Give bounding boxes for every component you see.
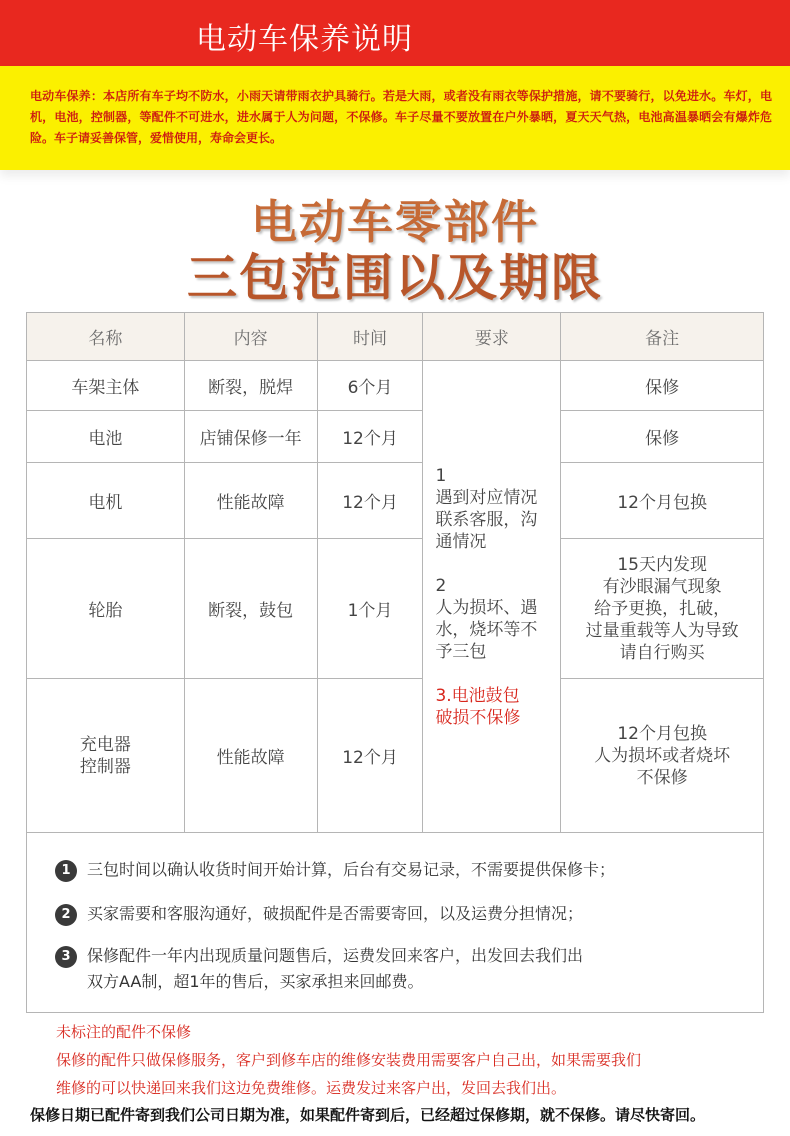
requirement-part-2: 2 人为损坏、遇 水，烧坏等不 予三包 [435,575,538,662]
maintenance-body: 本店所有车子均不防水，小雨天请带雨衣护具骑行。若是大雨，或者没有雨衣等保护措施，请不要骑行，以免进水。车灯，电机，电池，控制器，等配件不可进水，进水属于人为问题，不保修。车子尽量不要放置在户外暴晒，夏天天气热，电池高温暴晒会有爆炸危险。车子请妥善保管，爱惜使用，寿命会更长。 [30,89,772,145]
row-time: 12个月 [317,411,423,463]
red-notice-line-2: 保修的配件只做保修服务，客户到修车店的维修安装费用需要客户自己出，如果需要我们 [56,1051,642,1069]
heading-line-1: 电动车零部件 [251,195,539,249]
row-name: 电池 [27,411,185,463]
row-time: 1个月 [317,539,423,679]
row-name: 电机 [27,463,185,539]
header-requirement: 要求 [423,313,561,361]
maintenance-label: 电动车保养： [30,89,103,103]
row-note: 15天内发现 有沙眼漏气现象 给予更换，扎破， 过量重载等人为导致 请自行购买 [561,539,764,679]
term-item [55,857,735,883]
row-note: 保修 [561,411,764,463]
terms-box [26,833,764,1013]
table-row [27,539,764,679]
header-time: 时间 [317,313,423,361]
requirement-part-1: 1 遇到对应情况 联系客服，沟 通情况 [435,465,538,552]
row-time: 12个月 [317,463,423,539]
maintenance-notice [0,66,790,170]
maintenance-text [30,86,772,149]
row-time: 12个月 [317,679,423,833]
number-badge-icon: 3 [55,946,77,968]
red-notices [56,1018,776,1102]
banner-title: 电动车保养说明 [196,22,413,57]
row-content: 性能故障 [184,463,317,539]
row-time: 6个月 [317,361,423,411]
table-row [27,679,764,833]
footer-notice: 保修日期已配件寄到我们公司日期为准，如果配件寄到后，已经超过保修期，就不保修。请尽快寄回。 [30,1106,706,1124]
term-text: 买家需要和客服沟通好，破损配件是否需要寄回，以及运费分担情况； [87,904,584,923]
row-content: 断裂，脱焊 [184,361,317,411]
red-notice-line-3: 维修的可以快递回来我们这边免费维修。运费发过来客户出，发回去我们出。 [56,1079,567,1097]
term-text: 三包时间以确认收货时间开始计算，后台有交易记录，不需要提供保修卡； [87,860,616,879]
row-content: 断裂，鼓包 [184,539,317,679]
table-row [27,411,764,463]
row-name: 车架主体 [27,361,185,411]
term-item [55,943,735,995]
row-content: 性能故障 [184,679,317,833]
row-content: 店铺保修一年 [184,411,317,463]
row-note: 12个月包换 [561,463,764,539]
table-row [27,361,764,411]
number-badge-icon: 1 [55,860,77,882]
number-badge-icon: 2 [55,904,77,926]
table-header-row [27,313,764,361]
title-banner [0,0,790,66]
row-name: 轮胎 [27,539,185,679]
term-text: 保修配件一年内出现质量问题售后，运费发回来客户，出发回去我们出 双方AA制，超1年的售后，买家承担来回邮费。 [87,946,584,991]
header-content: 内容 [184,313,317,361]
table-row [27,463,764,539]
term-item [55,901,735,927]
header-name: 名称 [27,313,185,361]
row-note: 12个月包换 人为损坏或者烧坏 不保修 [561,679,764,833]
heading-line-2: 三包范围以及期限 [187,249,603,307]
warranty-table [26,312,764,833]
row-name: 充电器 控制器 [27,679,185,833]
requirement-part-3: 3.电池鼓包 破损不保修 [435,685,521,728]
red-notice-line-1: 未标注的配件不保修 [56,1023,192,1041]
header-note: 备注 [561,313,764,361]
row-note: 保修 [561,361,764,411]
requirement-cell [423,361,561,833]
